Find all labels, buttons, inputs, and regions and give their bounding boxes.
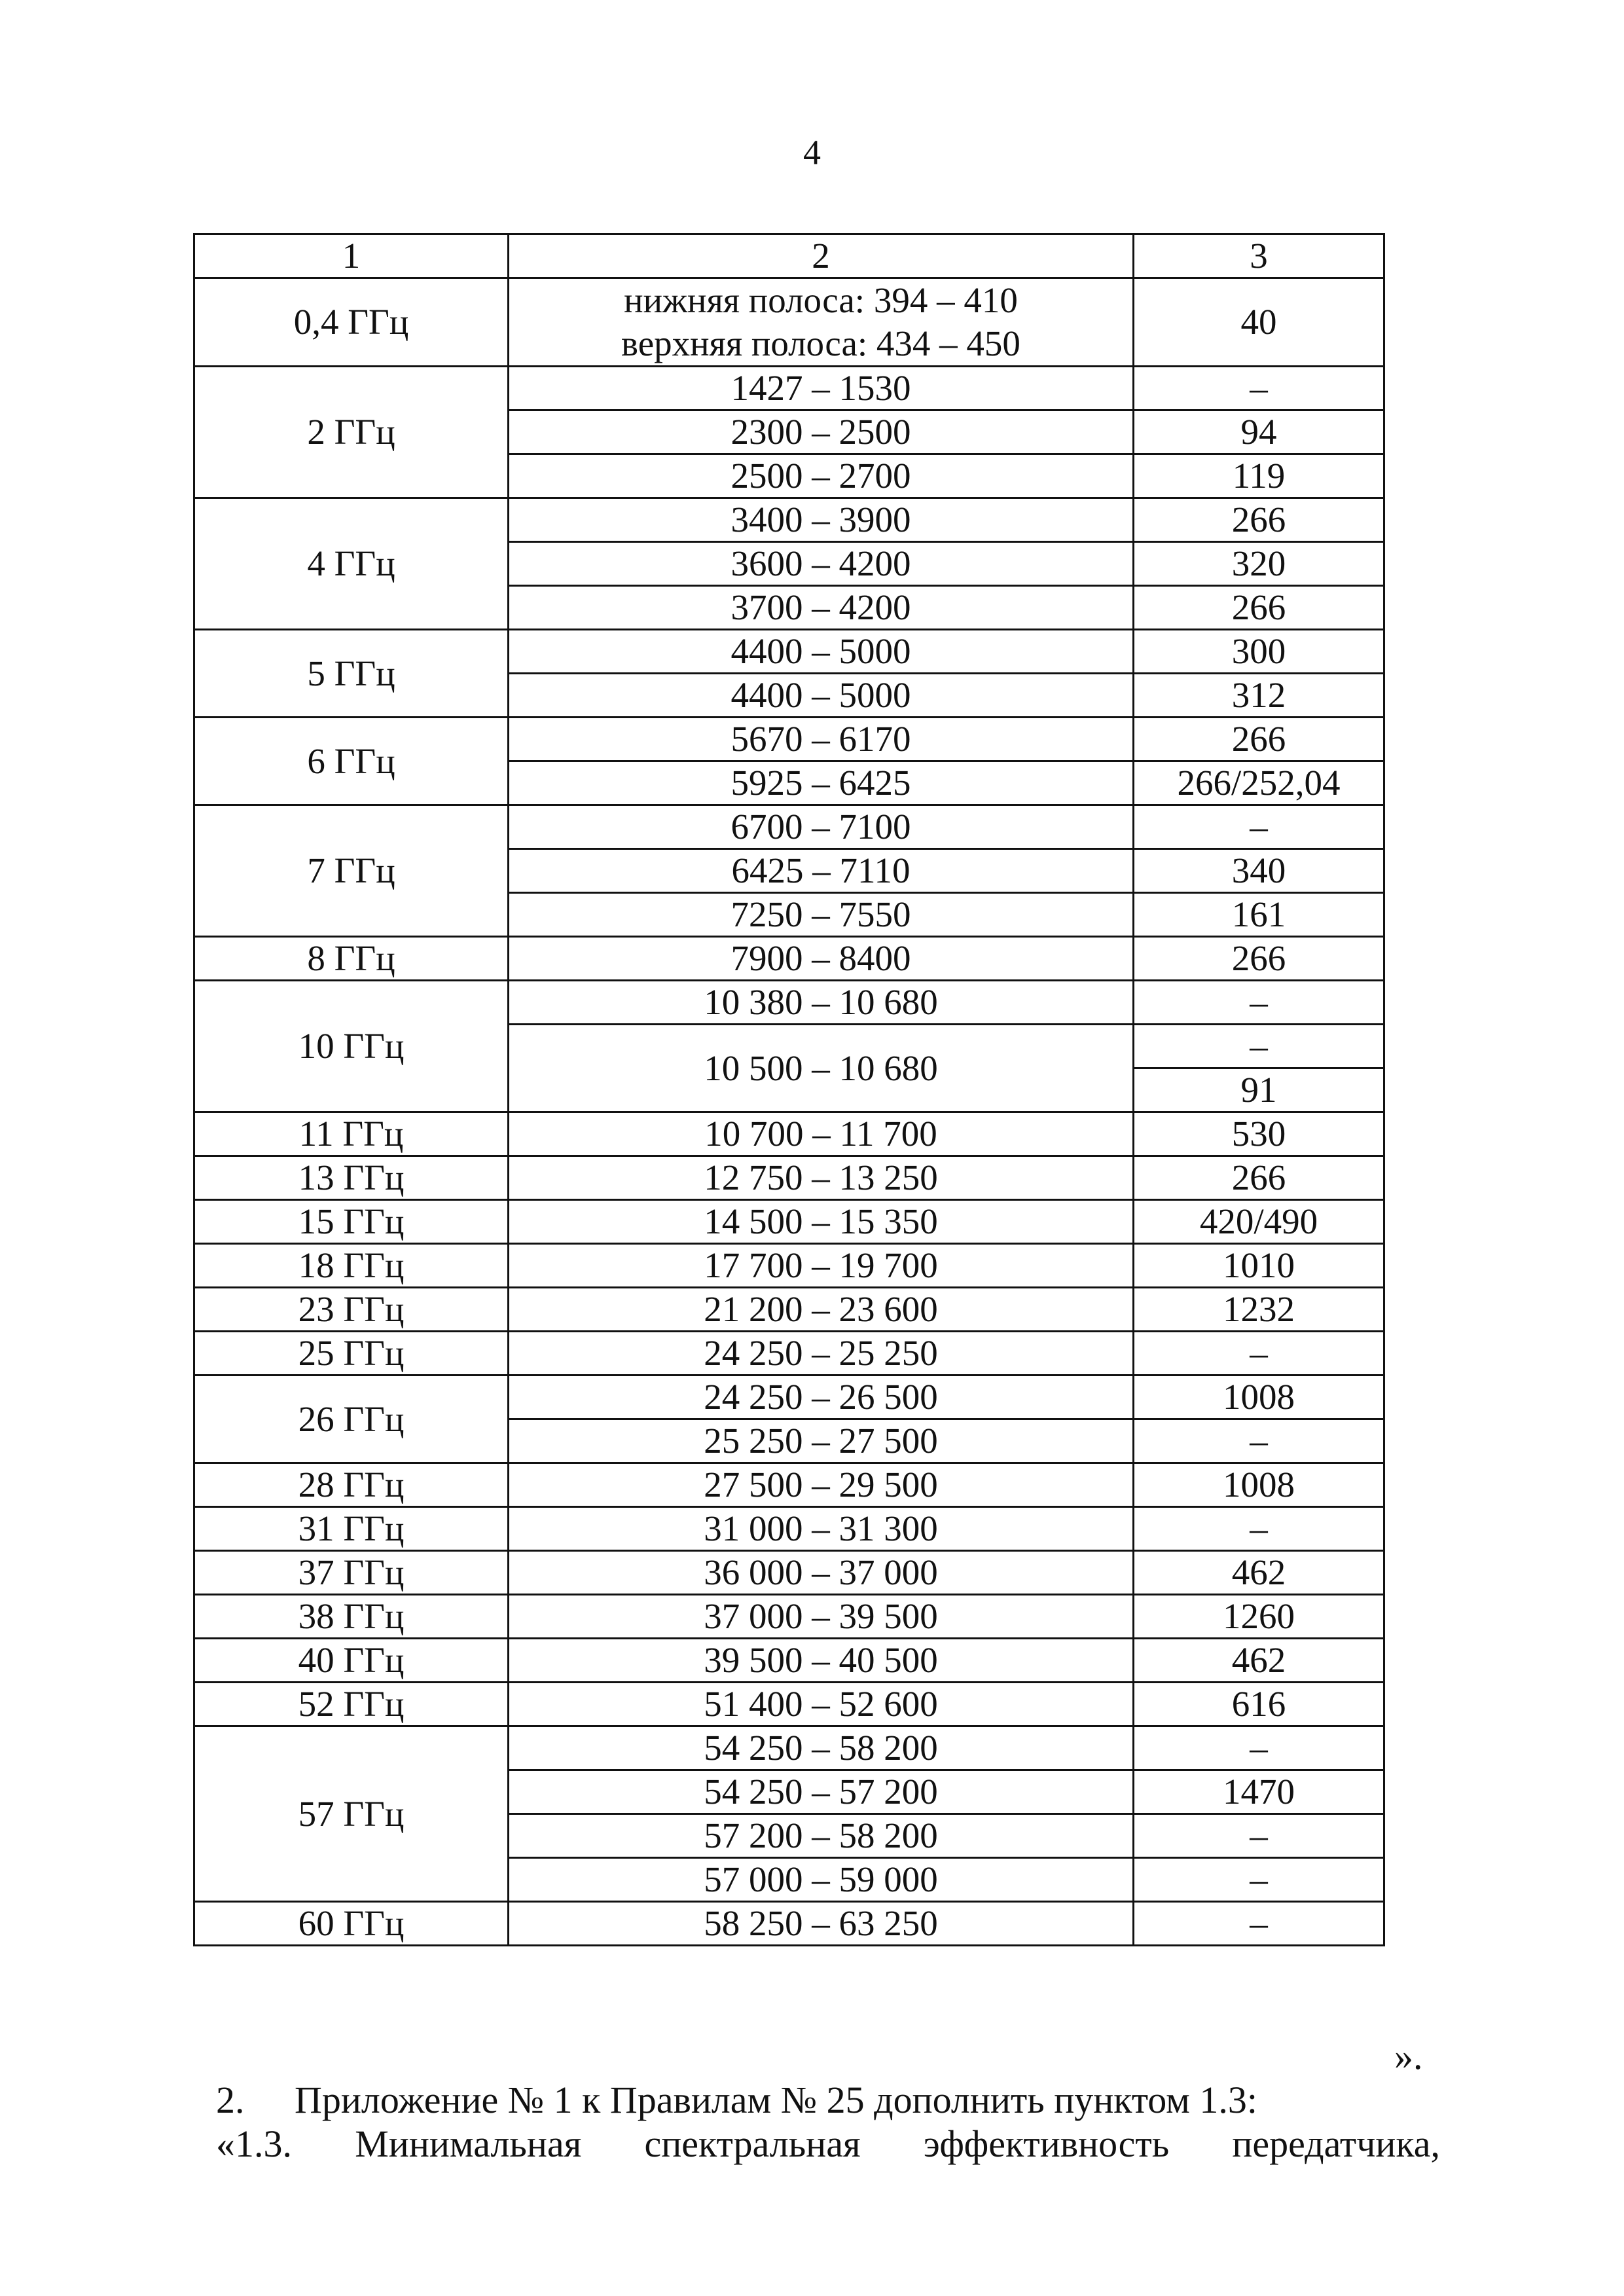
band-cell: 18 ГГц — [194, 1244, 509, 1288]
value-cell: 1010 — [1134, 1244, 1384, 1288]
table-row — [194, 1156, 1384, 1200]
band-cell: 5 ГГц — [194, 630, 509, 718]
table-row — [194, 1200, 1384, 1244]
range-cell: 54 250 – 57 200 — [509, 1770, 1134, 1814]
value-cell: – — [1134, 1419, 1384, 1463]
range-cell: 10 500 – 10 680 — [509, 1025, 1134, 1112]
range-cell: 2300 – 2500 — [509, 410, 1134, 454]
table-row — [194, 1902, 1384, 1946]
header-col-2: 2 — [509, 234, 1134, 278]
range-cell — [509, 278, 1134, 367]
table-row — [194, 1112, 1384, 1156]
value-cell: – — [1134, 1814, 1384, 1858]
band-cell: 28 ГГц — [194, 1463, 509, 1507]
value-cell: 320 — [1134, 542, 1384, 586]
paragraph-2-text: Приложение № 1 к Правилам № 25 дополнить пунктом 1.3: — [295, 2079, 1257, 2121]
value-cell: 266 — [1134, 498, 1384, 542]
range-cell: 4400 – 5000 — [509, 674, 1134, 718]
range-cell: 7900 – 8400 — [509, 937, 1134, 981]
band-cell: 37 ГГц — [194, 1551, 509, 1595]
range-cell: 5670 – 6170 — [509, 718, 1134, 761]
value-cell: 266 — [1134, 937, 1384, 981]
value-cell: – — [1134, 1858, 1384, 1902]
band-cell: 26 ГГц — [194, 1376, 509, 1463]
page-number: 4 — [803, 133, 821, 172]
value-cell: 530 — [1134, 1112, 1384, 1156]
band-cell: 23 ГГц — [194, 1288, 509, 1332]
band-cell: 60 ГГц — [194, 1902, 509, 1946]
value-cell: 340 — [1134, 849, 1384, 893]
table-row — [194, 805, 1384, 849]
table-row — [194, 1595, 1384, 1639]
range-cell: 10 380 – 10 680 — [509, 981, 1134, 1025]
paragraph-2 — [216, 2077, 1257, 2123]
table-row — [194, 1507, 1384, 1551]
value-cell: 312 — [1134, 674, 1384, 718]
band-cell: 10 ГГц — [194, 981, 509, 1112]
range-cell: 6700 – 7100 — [509, 805, 1134, 849]
table-row — [194, 367, 1384, 410]
paragraph-2-number: 2. — [216, 2079, 245, 2121]
value-cell: 91 — [1134, 1068, 1384, 1112]
table-header-row — [194, 234, 1384, 278]
range-cell: 24 250 – 25 250 — [509, 1332, 1134, 1376]
paragraph-3-word: «1.3. — [216, 2123, 292, 2165]
range-cell: 14 500 – 15 350 — [509, 1200, 1134, 1244]
range-cell: 3600 – 4200 — [509, 542, 1134, 586]
range-cell: 17 700 – 19 700 — [509, 1244, 1134, 1288]
paragraph-3-word: спектральная — [644, 2123, 861, 2165]
value-cell: 616 — [1134, 1683, 1384, 1726]
range-cell: 39 500 – 40 500 — [509, 1639, 1134, 1683]
table-row — [194, 278, 1384, 367]
range-cell: 25 250 – 27 500 — [509, 1419, 1134, 1463]
header-col-1: 1 — [194, 234, 509, 278]
table-body — [194, 234, 1384, 1946]
range-cell: 37 000 – 39 500 — [509, 1595, 1134, 1639]
band-cell: 4 ГГц — [194, 498, 509, 630]
table-row — [194, 1551, 1384, 1595]
range-cell: 1427 – 1530 — [509, 367, 1134, 410]
paragraph-3 — [216, 2121, 1440, 2167]
range-cell: 57 200 – 58 200 — [509, 1814, 1134, 1858]
band-cell: 52 ГГц — [194, 1683, 509, 1726]
range-cell: 27 500 – 29 500 — [509, 1463, 1134, 1507]
range-cell: 31 000 – 31 300 — [509, 1507, 1134, 1551]
range-cell: 58 250 – 63 250 — [509, 1902, 1134, 1946]
range-cell: 36 000 – 37 000 — [509, 1551, 1134, 1595]
table-row — [194, 630, 1384, 674]
table-row — [194, 1726, 1384, 1770]
range-cell: 54 250 – 58 200 — [509, 1726, 1134, 1770]
value-cell: – — [1134, 367, 1384, 410]
value-cell: – — [1134, 981, 1384, 1025]
band-cell: 40 ГГц — [194, 1639, 509, 1683]
table-row — [194, 1244, 1384, 1288]
range-cell: 21 200 – 23 600 — [509, 1288, 1134, 1332]
value-cell: – — [1134, 1025, 1384, 1068]
band-cell: 7 ГГц — [194, 805, 509, 937]
value-cell: 1008 — [1134, 1376, 1384, 1419]
table-row — [194, 498, 1384, 542]
value-cell: 266 — [1134, 586, 1384, 630]
range-cell: 7250 – 7550 — [509, 893, 1134, 937]
band-cell: 31 ГГц — [194, 1507, 509, 1551]
frequency-bands-table — [193, 233, 1385, 1946]
value-cell: 1260 — [1134, 1595, 1384, 1639]
range-cell: 24 250 – 26 500 — [509, 1376, 1134, 1419]
value-cell: 420/490 — [1134, 1200, 1384, 1244]
value-cell: 266/252,04 — [1134, 761, 1384, 805]
table-row — [194, 1639, 1384, 1683]
value-cell: 266 — [1134, 1156, 1384, 1200]
value-cell: – — [1134, 805, 1384, 849]
table-row — [194, 1288, 1384, 1332]
value-cell: 40 — [1134, 278, 1384, 367]
value-cell: 94 — [1134, 410, 1384, 454]
paragraph-3-word: эффективность — [923, 2123, 1170, 2165]
value-cell: 266 — [1134, 718, 1384, 761]
range-cell: 12 750 – 13 250 — [509, 1156, 1134, 1200]
table-row — [194, 981, 1384, 1025]
value-cell: – — [1134, 1902, 1384, 1946]
value-cell: – — [1134, 1332, 1384, 1376]
range-line: верхняя полоса: 434 – 450 — [621, 323, 1020, 363]
band-cell: 15 ГГц — [194, 1200, 509, 1244]
band-cell: 8 ГГц — [194, 937, 509, 981]
range-cell: 6425 – 7110 — [509, 849, 1134, 893]
range-cell: 4400 – 5000 — [509, 630, 1134, 674]
range-cell: 2500 – 2700 — [509, 454, 1134, 498]
band-cell: 6 ГГц — [194, 718, 509, 805]
band-cell: 25 ГГц — [194, 1332, 509, 1376]
range-cell: 3700 – 4200 — [509, 586, 1134, 630]
range-cell: 57 000 – 59 000 — [509, 1858, 1134, 1902]
band-cell: 11 ГГц — [194, 1112, 509, 1156]
table-row — [194, 937, 1384, 981]
range-cell: 10 700 – 11 700 — [509, 1112, 1134, 1156]
band-cell: 38 ГГц — [194, 1595, 509, 1639]
table-row — [194, 1683, 1384, 1726]
header-col-3: 3 — [1134, 234, 1384, 278]
closing-quote: ». — [1394, 2035, 1423, 2077]
range-cell: 51 400 – 52 600 — [509, 1683, 1134, 1726]
table-row — [194, 1376, 1384, 1419]
band-cell: 57 ГГц — [194, 1726, 509, 1902]
range-line: нижняя полоса: 394 – 410 — [624, 280, 1018, 320]
table-row — [194, 718, 1384, 761]
value-cell: 1470 — [1134, 1770, 1384, 1814]
value-cell: 119 — [1134, 454, 1384, 498]
table-row — [194, 1332, 1384, 1376]
table-row — [194, 1463, 1384, 1507]
band-cell: 0,4 ГГц — [194, 278, 509, 367]
paragraph-3-word: Минимальная — [355, 2123, 582, 2165]
value-cell: 161 — [1134, 893, 1384, 937]
band-cell: 13 ГГц — [194, 1156, 509, 1200]
value-cell: 462 — [1134, 1551, 1384, 1595]
band-cell: 2 ГГц — [194, 367, 509, 498]
paragraph-3-word: передатчика, — [1232, 2123, 1440, 2165]
value-cell: 1232 — [1134, 1288, 1384, 1332]
value-cell: 462 — [1134, 1639, 1384, 1683]
value-cell: – — [1134, 1507, 1384, 1551]
value-cell: 300 — [1134, 630, 1384, 674]
range-cell: 5925 – 6425 — [509, 761, 1134, 805]
range-cell: 3400 – 3900 — [509, 498, 1134, 542]
value-cell: – — [1134, 1726, 1384, 1770]
value-cell: 1008 — [1134, 1463, 1384, 1507]
